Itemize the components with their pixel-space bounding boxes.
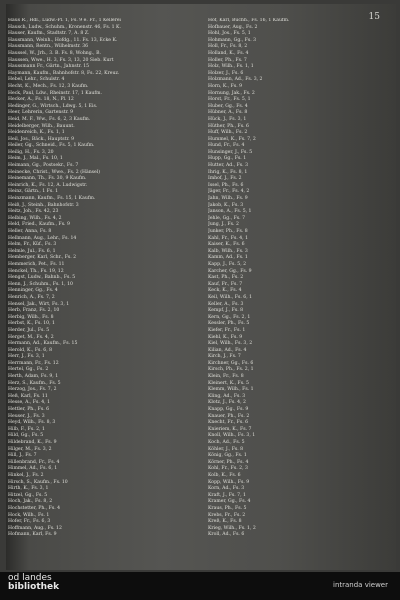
directory-entry: Hengst, Ludw., Bahnb., Fs. 5 bbox=[8, 275, 76, 281]
directory-entry: Hirth, K., Fs. 3, 1 bbox=[8, 486, 49, 492]
directory-entry: Hüther, Ph., Fs. 6 bbox=[208, 123, 249, 129]
directory-entry: Hermann, Ad., Kaufm., Fs. 15 bbox=[8, 341, 78, 347]
directory-entry: Knauer, Ph., Fs. 2 bbox=[208, 413, 250, 419]
directory-entry: Hofer, Fr., Fs. 6, 3 bbox=[8, 519, 51, 525]
directory-entry: Holler, Ph., Fs. 7 bbox=[208, 57, 247, 63]
directory-entry: Hettler, Ph., Fs. 6 bbox=[8, 407, 50, 413]
directory-entry: Kalb, Wilh., Fs. 3 bbox=[208, 248, 248, 254]
directory-entry: Hund, Fr., Fs. 4 bbox=[208, 143, 245, 149]
directory-entry: Krebs, Fr., Fs. 2 bbox=[208, 512, 246, 518]
directory-entry: Henckel, Th., Fs. 19, 12 bbox=[8, 268, 64, 274]
directory-entry: Hausmann, Weinh., Hofdg., 11. Fs. 13, Ecke K. bbox=[8, 37, 118, 43]
directory-entry: Krieg, Wilh., Fs. 1, 2 bbox=[208, 525, 256, 531]
directory-entry: Hilger, M., Fs. 3, 2 bbox=[8, 446, 52, 452]
directory-entry: Keil, Wilh., Fs. 6, 1 bbox=[208, 294, 253, 300]
directory-entry: Kroll, Ad., Fs. 6 bbox=[208, 532, 245, 538]
directory-entry: Klemm, Wilh., Fs. 1 bbox=[208, 387, 254, 393]
directory-entry: Jahn, Wilh., Fs. 9 bbox=[208, 196, 248, 202]
directory-entry: Klotz, J., Fs. 4, 2 bbox=[208, 400, 246, 406]
page-number: 15 bbox=[368, 12, 380, 22]
directory-entry: Heidenreich, K., Fs. 1, 1 bbox=[8, 130, 65, 136]
directory-entry: Ihrig, K., Fs. 8, 1 bbox=[208, 169, 248, 175]
directory-entry: Heitz, Joh., Fs. 42, 23 bbox=[8, 209, 59, 215]
directory-entry: Imhof, J., Fs. 2 bbox=[208, 176, 242, 182]
directory-entry: König, Gg., Fs. 1 bbox=[208, 453, 247, 459]
directory-entry: Heer, Lehrerin, Gartenstr. 9 bbox=[8, 110, 74, 116]
directory-entry: Herr, J., Fs. 3, 1 bbox=[8, 354, 45, 360]
directory-entry: Hinkel, J., Fs. 2 bbox=[8, 472, 44, 478]
directory-entry: Kast, Ph., Fs. 2 bbox=[208, 275, 244, 281]
directory-entry: Heck, Paul, Ldw., Rheinstr. 17, 1 Kaufm. bbox=[8, 90, 102, 96]
directory-entry: Heil, Jos., Bäck., Hauptstr. 9 bbox=[8, 136, 75, 142]
directory-entry: Heller, Anna, Fs. 8 bbox=[8, 229, 52, 234]
directory-entry: Kraus, Ph., Fs. 5 bbox=[208, 505, 247, 511]
logo-line-2: bibliothek bbox=[8, 582, 60, 592]
directory-entry: Heinrich, K., Fs. 12, A. Ludwigstr. bbox=[8, 182, 88, 188]
directory-entry: Kraft, J., Fs. 7, 1 bbox=[208, 492, 246, 498]
directory-entry: Helbing, Wilh., Fs. 4, 2 bbox=[8, 215, 62, 221]
directory-entry: Hof, Karl, Buchh., Fs. 16, 1 Kaufm. bbox=[208, 18, 290, 23]
directory-entry: Herrmann, Fr., Fs. 12 bbox=[8, 360, 59, 366]
directory-entry: Huber, Gg., Fs. 4 bbox=[208, 103, 248, 109]
directory-entry: Knoll, Wilh., Fs. 3, 1 bbox=[208, 433, 256, 439]
directory-entry: Haussmann Fr., Gärtn., Jahnstr. 15 bbox=[8, 64, 90, 70]
directory-entry: Klein, Fr., Fs. 8 bbox=[208, 374, 244, 380]
directory-entry: Hunsinger, J., Fs. 5 bbox=[208, 149, 253, 155]
logo-line-1: od landes bbox=[8, 573, 52, 583]
directory-entry: Kiefer, Fr., Fs. 1 bbox=[208, 327, 246, 333]
directory-entry: Heß, Karl, Fs. 11 bbox=[8, 393, 48, 399]
directory-entry: Heinz, Gärtn., 1 Fs. 1 bbox=[8, 189, 59, 195]
directory-entry: Janson, A., Fs. 5, 1 bbox=[208, 209, 252, 215]
directory-entry: Heiler, Gg., Schneid., Fs. 5, 1 Kaufm. bbox=[8, 143, 95, 149]
right-column bbox=[208, 18, 386, 539]
directory-entry: Hohl, Jos., Fs. 5, 1 bbox=[208, 31, 251, 37]
directory-entry: Kern, Gg., Fs. 2, 1 bbox=[208, 314, 251, 320]
directory-entry: Hensel, Jak., Wirt, Fs. 3, 1 bbox=[8, 301, 70, 307]
directory-entry: Herzog, Jos., Fs. 7, 2 bbox=[8, 387, 57, 393]
directory-entry: Knecht, Fr., Fs. 6 bbox=[208, 420, 249, 426]
directory-entry: Hecker, A., Fs. 18, N., Pl. 12 bbox=[8, 97, 74, 103]
directory-entry: Hochstetter, Ph., Fs. 4 bbox=[8, 505, 61, 511]
directory-entry: Herz, S., Kaufm., Fs. 5 bbox=[8, 380, 61, 386]
directory-entry: Kirsch, Ph., Fs. 2, 1 bbox=[208, 367, 254, 373]
directory-entry: Kamm, Ad., Fs. 1 bbox=[208, 255, 248, 261]
directory-entry: Huff, Wilh., Fs. 2 bbox=[208, 130, 248, 136]
directory-entry: Kleinert, K., Fs. 5 bbox=[208, 380, 249, 386]
directory-entry: Hausch, Ludw., Schuhm., Kronenstr. 46, Fs. 1 K. bbox=[8, 24, 121, 30]
directory-entry: Herth, Adam, Fs. 9, 1 bbox=[8, 374, 59, 380]
directory-entry: Hedinger, G., Wirtsch., Ldwg. 5, 1 Eis. bbox=[8, 103, 98, 109]
directory-entry: Knapp, Gg., Fs. 9 bbox=[208, 407, 249, 413]
directory-entry: Heilig, H., Fs. 3, 20 bbox=[8, 149, 54, 155]
directory-entry: Hillenbrand, Fr., Fs. 4 bbox=[8, 459, 60, 465]
directory-entry: Henrich, A., Fs. 7, 2 bbox=[8, 294, 55, 300]
directory-entry: Kolb, K., Fs. 6 bbox=[208, 472, 241, 478]
directory-entry: Helmle, Jul., Fs. 6, 1 bbox=[8, 248, 56, 254]
directory-entry: Kirchner, Gg., Fs. 6 bbox=[208, 360, 254, 366]
directory-entry: Hildebrand, K., Fs. 9 bbox=[8, 440, 57, 445]
directory-entry: Kilian, Ad., Fs. 4 bbox=[208, 347, 247, 353]
directory-entry: Holz, Wilh., Fs. 1, 1 bbox=[208, 64, 254, 70]
directory-entry: Holzmann, Ad., Fs. 3, 2 bbox=[208, 77, 263, 83]
directory-entry: Helm, Fr., Küf., Fs. 3 bbox=[8, 242, 57, 248]
directory-entry: Hemberger, Karl, Schr., Fs. 2 bbox=[8, 255, 77, 261]
library-logo[interactable] bbox=[8, 574, 59, 592]
directory-entry: Heid, M. F., Ww., Fs. 6, 2, 3 Kaufm. bbox=[8, 116, 91, 122]
directory-entry: Holland, K., Fs. 4 bbox=[208, 50, 249, 56]
directory-entry: Issel, Ph., Fs. 6 bbox=[208, 182, 244, 188]
directory-entry: Herder, Jul., Fs. 5 bbox=[8, 327, 50, 333]
directory-entry: Köhler, J., Fs. 8 bbox=[208, 446, 244, 452]
directory-entry: Heyd, Wilh., Fs. 8, 3 bbox=[8, 420, 56, 426]
directory-entry: Haussen, Wwe., H. 3, Fs. 3, 13, 20 Sieb. Kurt bbox=[8, 57, 114, 63]
directory-entry: Koch, Ad., Fs. 5 bbox=[208, 440, 245, 445]
directory-entry: Kempf, J., Fs. 8 bbox=[208, 308, 244, 314]
directory-entry: Heinecke, Christ., Wwe., Fs. 2 (Hänsel) bbox=[8, 169, 101, 175]
directory-entry: Herget, M., Fs. 4, 2 bbox=[8, 334, 54, 340]
viewer-label[interactable]: intranda viewer bbox=[333, 581, 388, 589]
directory-entry: Keller, A., Fs. 3 bbox=[208, 301, 244, 307]
directory-entry: Kiel, Wilh., Fs. 3, 2 bbox=[208, 341, 253, 347]
page-scan bbox=[6, 4, 396, 570]
directory-entry: Kahl, Fr., Fs. 4, 1 bbox=[208, 235, 249, 241]
directory-entry: Heinzmann, Kaufm., Fs. 15, 1 Kaufm. bbox=[8, 196, 96, 202]
directory-entry: Hauser, Kaufm., Stadtstr. 7, A. 8 Z. bbox=[8, 31, 90, 37]
directory-entry: Kapp, J., Fs. 5, 2 bbox=[208, 261, 247, 267]
directory-entry: Karcher, Gg., Fs. 9 bbox=[208, 268, 252, 274]
directory-entry: Kling, Ad., Fs. 3 bbox=[208, 393, 246, 399]
directory-entry: Herbig, Wilh., Fs. 8 bbox=[8, 314, 54, 320]
directory-entry: Hilb, F., Fs. 2, 1 bbox=[8, 426, 45, 432]
directory-entry: Jakob, K., Fs. 3 bbox=[208, 202, 244, 208]
directory-entry: Kauf, Fr., Fs. 7 bbox=[208, 281, 243, 287]
directory-entry: Hofbauer, Aug., Fs. 2 bbox=[208, 24, 258, 30]
directory-entry: Hebel, Lehr., Schulstr. 4 bbox=[8, 77, 65, 83]
directory-entry: Haus R., Hdl., Ludw.-Pl. 1, Fs. 9 e. Fr., 1 Kellerei bbox=[8, 18, 122, 23]
directory-entry: Kaiser, K., Fs. 6 bbox=[208, 242, 245, 248]
directory-entry: Hock, Wilh., Fs. 1 bbox=[8, 512, 50, 518]
left-column bbox=[8, 18, 186, 539]
directory-entry: Hutter, Ad., Fs. 3 bbox=[208, 163, 249, 169]
directory-entry: Hübner, A., Fs. 8 bbox=[208, 110, 248, 116]
directory-entry: Hemmerich, Pet., Fs. 11 bbox=[8, 261, 65, 267]
directory-entry: Hertel, Gg., Fs. 2 bbox=[8, 367, 49, 373]
directory-entry: Henninger, Gg., Fs. 4 bbox=[8, 288, 58, 294]
directory-entry: Jung, J., Fs. 2 bbox=[208, 222, 239, 228]
directory-entry: Hitzel, Gg., Fs. 5 bbox=[8, 492, 48, 498]
directory-entry: Hofmann, Karl, Fs. 9 bbox=[8, 532, 57, 538]
directory-entry: Holl, Fr., Fs. 8, 2 bbox=[208, 44, 248, 50]
directory-entry: Heuser, J., Fs. 3 bbox=[8, 413, 45, 419]
directory-entry: Kramer, Gg., Fs. 4 bbox=[208, 499, 251, 505]
directory-entry: Heinemann, Th., Fs. 30, 9 Kaufm. bbox=[8, 176, 87, 182]
directory-entry: Jäger, Fr., Fs. 4, 2 bbox=[208, 189, 250, 195]
viewer-footer bbox=[0, 572, 400, 600]
directory-entry: Holzer, J., Fs. 6 bbox=[208, 70, 244, 76]
directory-entry: Himmel, Ad., Fs. 6, 1 bbox=[8, 466, 58, 472]
directory-entry: Heiß, J., Steinh., Bahnhofstr. 3 bbox=[8, 202, 79, 208]
directory-entry: Hecht, K., Mech., Fs. 12, 3 Kaufm. bbox=[8, 83, 89, 89]
directory-entry: Kohl, Fr., Fs. 2, 3 bbox=[208, 466, 248, 472]
directory-entry: Kreß, K., Fs. 8 bbox=[208, 519, 242, 525]
directory-entry: Kirch, J., Fs. 7 bbox=[208, 354, 241, 360]
directory-entry: Hoch, Jak., Fs. 8, 2 bbox=[8, 499, 53, 505]
directory-entry: Jehle, Gg., Fs. 7 bbox=[208, 215, 246, 221]
directory-entry: Hellmann, Aug., Lehr., Fs. 14 bbox=[8, 235, 77, 241]
directory-entry: Kiehl, K., Fs. 9 bbox=[208, 334, 243, 340]
directory-entry: Hausmann, Rentn., Wilhelmstr. 36 bbox=[8, 44, 89, 50]
directory-entry: Hück, J., Fs. 3, 1 bbox=[208, 116, 247, 122]
directory-entry: Hornung, Jak., Fs. 2 bbox=[208, 90, 255, 96]
directory-entry: Horn, K., Fs. 9 bbox=[208, 83, 243, 89]
directory-entry: Heimann, Gg., Postsekr., Fs. 7 bbox=[8, 163, 79, 169]
directory-entry: Hild, Gg., Fs. 5 bbox=[8, 433, 44, 439]
directory-entry: Horst, Fr., Fs. 5, 1 bbox=[208, 97, 251, 103]
directory-entry: Hupp, Gg., Fs. 1 bbox=[208, 156, 247, 162]
directory-entry: Knieriem, K., Fs. 7 bbox=[208, 426, 252, 432]
directory-entry: Heidelberger, Wilh., Bauunt. bbox=[8, 123, 75, 129]
directory-entry: Henn, J., Schuhm., Fs. 1, 10 bbox=[8, 281, 73, 287]
directory-entry: Hirsch, S., Kaufm., Fs. 10 bbox=[8, 479, 68, 485]
directory-entry: Herb, Franz, Fs. 2, 10 bbox=[8, 308, 60, 314]
directory-entry: Haymann, Kaufm., Bahnhofstr. 8, Fs. 22, Kreuz. bbox=[8, 70, 120, 76]
directory-entry: Hohmann, Gg., Fs. 3 bbox=[208, 37, 257, 43]
directory-entry: Herold, K., Fs. 6, 8 bbox=[8, 347, 53, 353]
directory-entry: Körner, Ph., Fs. 4 bbox=[208, 459, 249, 465]
directory-entry: Junker, Ph., Fs. 8 bbox=[208, 229, 248, 234]
directory-entry: Kessler, Ph., Fs. 5 bbox=[208, 321, 250, 327]
directory-entry: Hummel, K., Fs. 7, 2 bbox=[208, 136, 256, 142]
directory-entry: Heim, J., Mal., Fs. 10, 1 bbox=[8, 156, 63, 162]
directory-entry: Korn, Ad., Fs. 3 bbox=[208, 486, 245, 492]
directory-entry: Hill, J., Fs. 7 bbox=[8, 453, 37, 459]
directory-entry: Hoffmann, Aug., Fs. 12 bbox=[8, 525, 62, 531]
directory-entry: Kopp, Wilh., Fs. 9 bbox=[208, 479, 250, 485]
directory-entry: Keck, K., Fs. 4 bbox=[208, 288, 242, 294]
directory-entry: Held, Fried., Kaufm., Fs. 9 bbox=[8, 222, 70, 228]
directory-entry: Hesse, A., Fs. 4, 1 bbox=[8, 400, 51, 406]
directory-entry: Herbst, K., Fs. 10, 1 bbox=[8, 321, 55, 327]
directory-entry: Haussel, W., Jrh., 3. B. Fs. 8, Wohng., B. bbox=[8, 50, 101, 56]
